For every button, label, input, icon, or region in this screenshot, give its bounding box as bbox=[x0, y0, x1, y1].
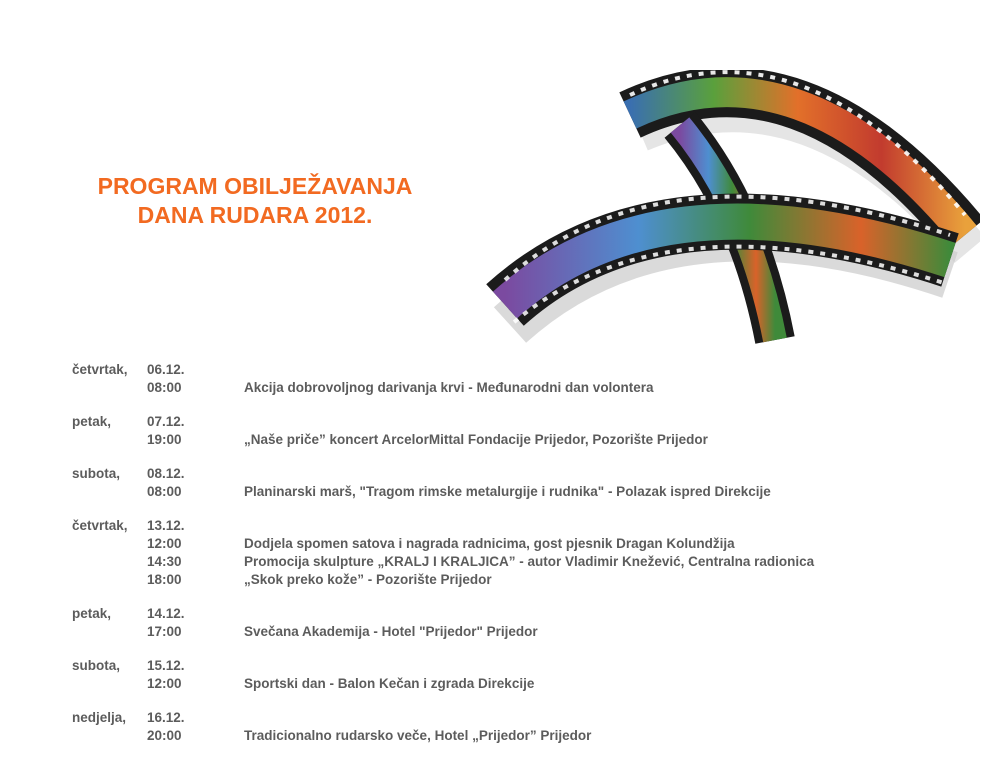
day-header bbox=[72, 362, 972, 380]
event-description: Akcija dobrovoljnog darivanja krvi - Međunarodni dan volontera bbox=[244, 380, 654, 395]
day-header bbox=[72, 518, 972, 536]
day-date: 15.12. bbox=[147, 658, 185, 673]
event-row bbox=[72, 728, 972, 746]
event-time: 08:00 bbox=[147, 380, 182, 395]
event-time: 17:00 bbox=[147, 624, 182, 639]
event-row bbox=[72, 676, 972, 694]
day-date: 08.12. bbox=[147, 466, 185, 481]
day-name: četvrtak, bbox=[72, 362, 128, 377]
event-row bbox=[72, 554, 972, 572]
event-description: Planinarski marš, "Tragom rimske metalurgije i rudnika" - Polazak ispred Direkcije bbox=[244, 484, 771, 499]
day-header bbox=[72, 710, 972, 728]
day-name: četvrtak, bbox=[72, 518, 128, 533]
day-header bbox=[72, 466, 972, 484]
title-line-1: PROGRAM OBILJEŽAVANJA bbox=[97, 173, 413, 199]
event-time: 18:00 bbox=[147, 572, 182, 587]
event-row bbox=[72, 484, 972, 502]
event-row bbox=[72, 536, 972, 554]
event-row bbox=[72, 624, 972, 642]
event-time: 14:30 bbox=[147, 554, 182, 569]
day-header bbox=[72, 606, 972, 624]
schedule-day bbox=[72, 362, 972, 398]
event-description: Svečana Akademija - Hotel "Prijedor" Prijedor bbox=[244, 624, 538, 639]
day-date: 16.12. bbox=[147, 710, 185, 725]
page-title bbox=[60, 172, 450, 230]
event-time: 08:00 bbox=[147, 484, 182, 499]
event-description: Sportski dan - Balon Kečan i zgrada Direkcije bbox=[244, 676, 535, 691]
day-date: 06.12. bbox=[147, 362, 185, 377]
schedule-day bbox=[72, 466, 972, 502]
day-header bbox=[72, 414, 972, 432]
title-line-2: DANA RUDARA 2012. bbox=[137, 202, 373, 228]
schedule-day bbox=[72, 518, 972, 590]
schedule-day bbox=[72, 606, 972, 642]
event-description: Promocija skulpture „KRALJ I KRALJICA” - autor Vladimir Knežević, Centralna radionica bbox=[244, 554, 815, 569]
schedule-day bbox=[72, 414, 972, 450]
event-time: 19:00 bbox=[147, 432, 182, 447]
schedule-day bbox=[72, 658, 972, 694]
event-time: 20:00 bbox=[147, 728, 182, 743]
day-name: petak, bbox=[72, 414, 112, 429]
day-name: petak, bbox=[72, 606, 112, 621]
event-description: „Skok preko kože” - Pozorište Prijedor bbox=[244, 572, 492, 587]
event-time: 12:00 bbox=[147, 676, 182, 691]
event-description: „Naše priče” koncert ArcelorMittal Fondacije Prijedor, Pozorište Prijedor bbox=[244, 432, 708, 447]
event-description: Dodjela spomen satova i nagrada radnicima, gost pjesnik Dragan Kolundžija bbox=[244, 536, 735, 551]
event-row bbox=[72, 380, 972, 398]
day-name: nedjelja, bbox=[72, 710, 127, 725]
event-row bbox=[72, 432, 972, 450]
schedule-day bbox=[72, 710, 972, 746]
schedule bbox=[72, 362, 972, 762]
day-name: subota, bbox=[72, 466, 121, 481]
day-date: 07.12. bbox=[147, 414, 185, 429]
day-date: 14.12. bbox=[147, 606, 185, 621]
event-row bbox=[72, 572, 972, 590]
day-name: subota, bbox=[72, 658, 121, 673]
film-strip-collage bbox=[480, 70, 980, 370]
event-description: Tradicionalno rudarsko veče, Hotel „Prijedor” Prijedor bbox=[244, 728, 592, 743]
event-time: 12:00 bbox=[147, 536, 182, 551]
day-date: 13.12. bbox=[147, 518, 185, 533]
day-header bbox=[72, 658, 972, 676]
